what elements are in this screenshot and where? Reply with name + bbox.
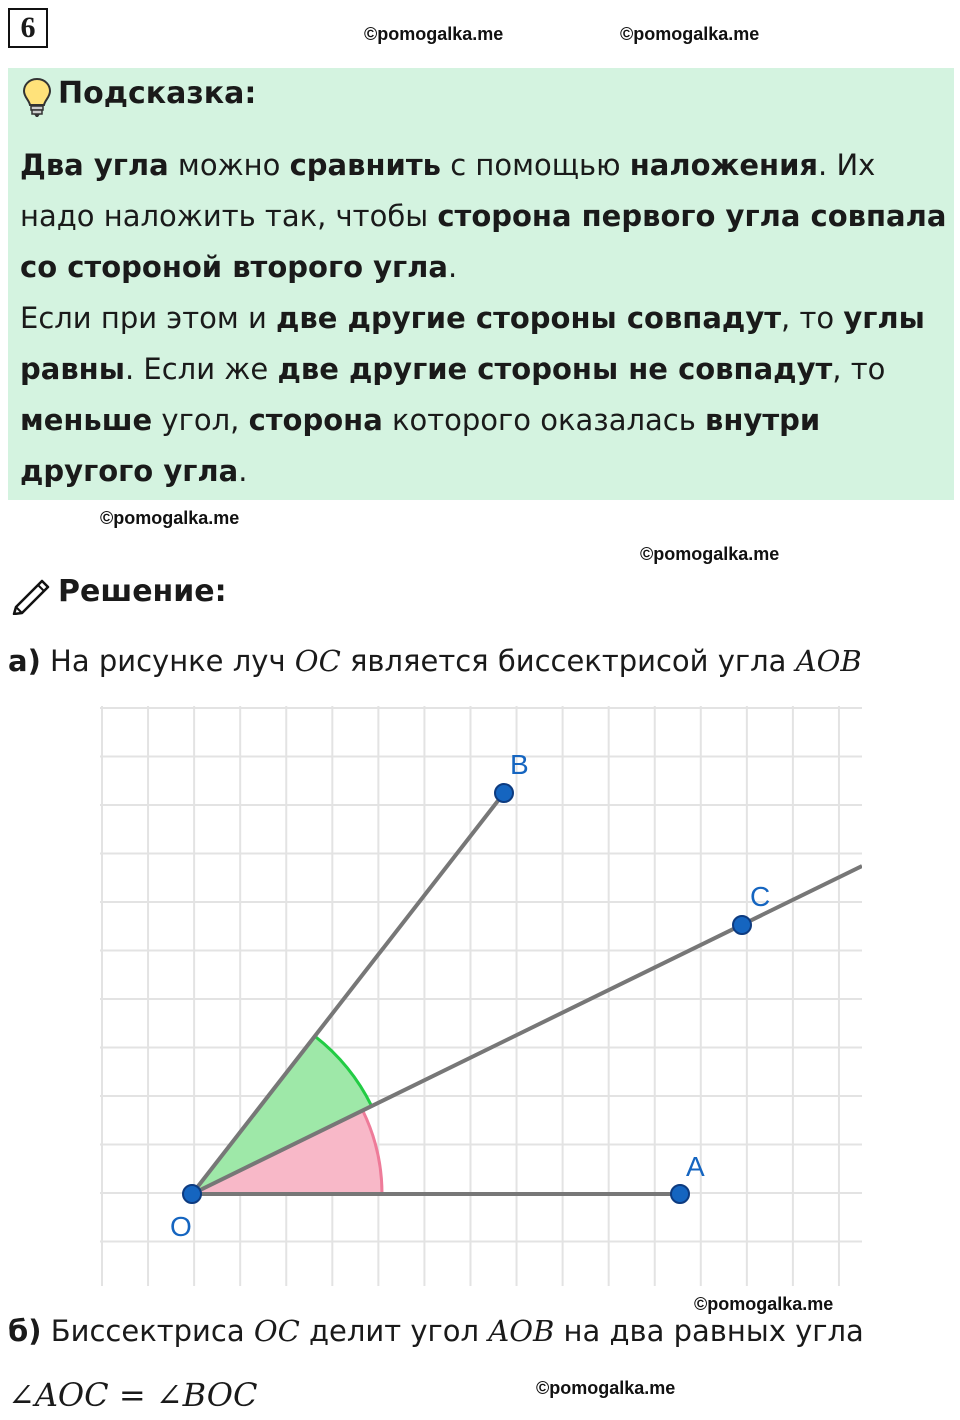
text-run: Если при этом и bbox=[20, 301, 277, 335]
text-run: . bbox=[238, 454, 248, 488]
point-a bbox=[671, 1185, 689, 1203]
part-a-text-1: На рисунке луч bbox=[40, 644, 295, 678]
bold-phrase: Два угла bbox=[20, 148, 169, 182]
bold-phrase: две другие стороны не совпадут bbox=[277, 352, 833, 386]
pencil-icon bbox=[10, 573, 54, 615]
hint-title: Подсказка: bbox=[58, 76, 257, 111]
bold-phrase: сторона bbox=[248, 403, 383, 437]
text-run: . bbox=[448, 250, 458, 284]
text-run: , то bbox=[832, 352, 886, 386]
solution-part-a bbox=[8, 644, 862, 678]
label-a: A bbox=[686, 1151, 705, 1182]
hint-paragraph-1 bbox=[20, 140, 948, 293]
part-b-text-3: на два равных угла bbox=[554, 1314, 864, 1348]
label-o: O bbox=[170, 1211, 192, 1242]
watermark: ©pomogalka.me bbox=[694, 1294, 834, 1314]
part-a-text-2: является биссектрисой угла bbox=[340, 644, 796, 678]
part-b-label: б) bbox=[8, 1314, 42, 1348]
point-c bbox=[733, 916, 751, 934]
solution-part-b bbox=[8, 1314, 864, 1348]
label-b: B bbox=[510, 749, 529, 780]
watermark: ©pomogalka.me bbox=[536, 1378, 676, 1398]
lightbulb-icon bbox=[20, 76, 54, 118]
bold-phrase: меньше bbox=[20, 403, 153, 437]
watermark: ©pomogalka.me bbox=[100, 508, 240, 528]
text-run: с помощью bbox=[440, 148, 630, 182]
math-oc: OC bbox=[253, 1314, 300, 1348]
part-a-label: а) bbox=[8, 644, 41, 678]
solution-title: Решение: bbox=[58, 574, 227, 609]
bold-phrase: наложения bbox=[629, 148, 819, 182]
point-o bbox=[183, 1185, 201, 1203]
angle-equation: ∠AOC = ∠BOC bbox=[8, 1376, 258, 1414]
text-run: которого оказалась bbox=[382, 403, 706, 437]
text-run: можно bbox=[168, 148, 290, 182]
bold-phrase: углы равны bbox=[20, 301, 925, 386]
bold-phrase: внутри другого угла bbox=[20, 403, 821, 488]
text-run: , то bbox=[781, 301, 844, 335]
text-run: . Их надо наложить так, чтобы bbox=[20, 148, 876, 233]
text-run: . Если же bbox=[124, 352, 278, 386]
hint-text bbox=[20, 140, 948, 497]
watermark: ©pomogalka.me bbox=[620, 24, 760, 44]
text-run: угол, bbox=[152, 403, 249, 437]
math-oc: OC bbox=[294, 644, 341, 678]
bold-phrase: сравнить bbox=[289, 148, 441, 182]
label-c: C bbox=[750, 881, 771, 912]
hint-paragraph-2 bbox=[20, 293, 948, 497]
bold-phrase: сторона первого угла совпала со стороной второго угла bbox=[20, 199, 947, 284]
watermark: ©pomogalka.me bbox=[364, 24, 504, 44]
grid bbox=[100, 706, 862, 1286]
watermark: ©pomogalka.me bbox=[640, 544, 780, 564]
task-number: 6 bbox=[8, 8, 48, 48]
bold-phrase: две другие стороны совпадут bbox=[276, 301, 782, 335]
point-b bbox=[495, 784, 513, 802]
math-aob: AOB bbox=[795, 644, 862, 678]
geometry-figure bbox=[100, 706, 862, 1286]
part-b-text-1: Биссектриса bbox=[41, 1314, 254, 1348]
math-aob: AOB bbox=[488, 1314, 555, 1348]
part-b-text-2: делит угол bbox=[299, 1314, 489, 1348]
